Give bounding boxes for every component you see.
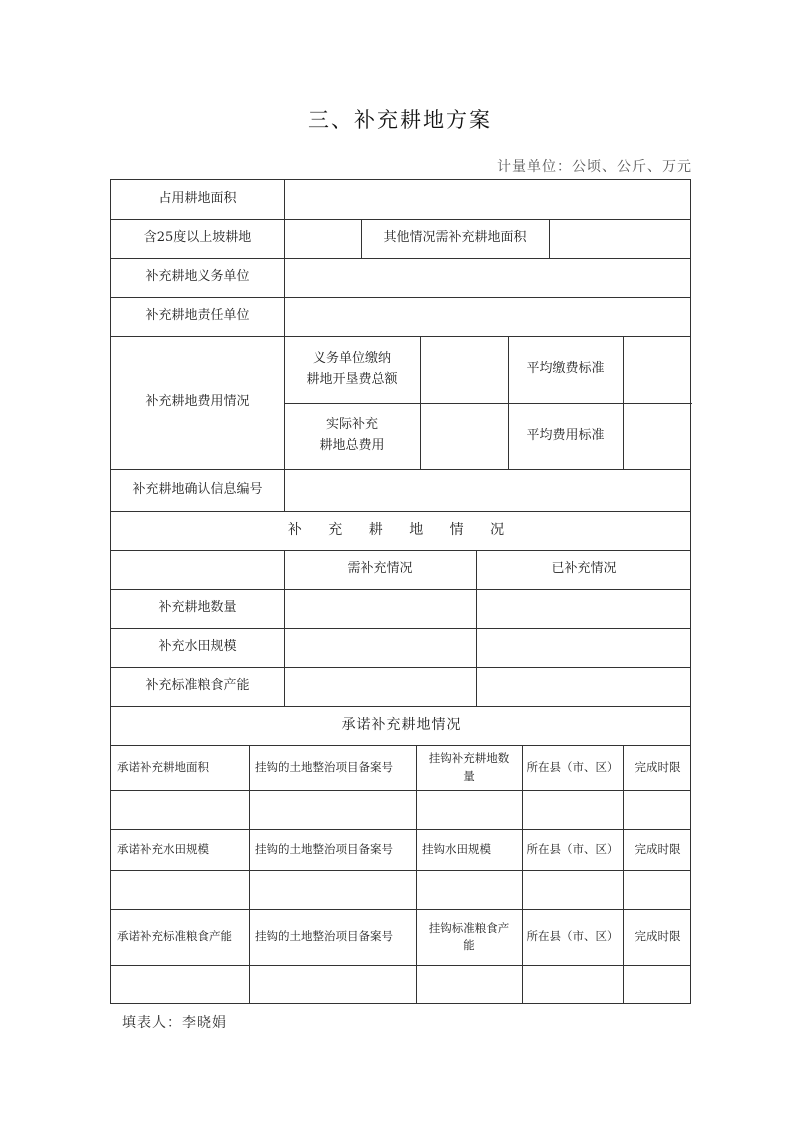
other-area-value[interactable]	[549, 219, 692, 258]
deadline-3-label: 完成时限	[634, 929, 681, 944]
confirm-no-label: 补充耕地确认信息编号	[132, 481, 263, 497]
need-header: 需补充情况	[347, 561, 413, 577]
qty-need-value[interactable]	[284, 589, 476, 628]
obligation-unit-label: 补充耕地义务单位	[145, 269, 250, 285]
qty-label: 补充耕地数量	[158, 600, 237, 616]
land-supplement-table	[110, 179, 691, 1004]
paddy-need-value[interactable]	[284, 628, 476, 667]
responsible-unit-label: 补充耕地责任单位	[145, 308, 250, 324]
hook-qty-line1: 挂钩补充耕地数	[428, 751, 510, 766]
county-3-label: 所在县（市、区）	[526, 929, 619, 944]
promise-area-entry-row[interactable]	[111, 790, 692, 829]
fee-paid-line1: 义务单位缴纳	[312, 350, 391, 366]
hook-grain-line1: 挂钩标准粮食产	[428, 920, 510, 935]
hook-grain-line2: 能	[463, 938, 475, 952]
paddy-label: 补充水田规模	[158, 639, 237, 655]
hook-qty-label	[416, 745, 522, 790]
obligation-unit-value[interactable]	[284, 258, 692, 297]
blank-header-cell	[111, 550, 284, 589]
promise-area-label: 承诺补充耕地面积	[117, 759, 209, 774]
other-area-label: 其他情况需补充耕地面积	[383, 230, 527, 246]
fee-paid-value[interactable]	[420, 336, 508, 403]
responsible-unit-value[interactable]	[284, 297, 692, 336]
promise-paddy-entry-row[interactable]	[111, 870, 692, 909]
section-promise-heading: 承诺补充耕地情况	[341, 717, 462, 734]
county-2-label: 所在县（市、区）	[526, 841, 619, 856]
project-no-2-label: 挂钩的土地整治项目备案号	[255, 841, 393, 856]
actual-cost-line2: 耕地总费用	[319, 438, 385, 453]
grain-label: 补充标准粮食产能	[145, 678, 250, 694]
hook-grain-label	[416, 909, 522, 965]
project-no-3-label: 挂钩的土地整治项目备案号	[255, 929, 393, 944]
section-supplement-heading: 补 充 耕 地 情 况	[287, 522, 516, 539]
paddy-done-value[interactable]	[476, 628, 692, 667]
actual-cost-line1: 实际补充	[325, 417, 378, 433]
unit-note: 计量单位：公顷、公斤、万元	[497, 159, 692, 175]
actual-cost-label	[284, 403, 420, 469]
deadline-1-label: 完成时限	[634, 759, 681, 774]
promise-paddy-label: 承诺补充水田规模	[117, 841, 209, 856]
occupied-area-label: 占用耕地面积	[158, 191, 237, 207]
avg-paid-std-label: 平均缴费标准	[526, 361, 605, 377]
hook-qty-line2: 量	[463, 768, 475, 783]
actual-cost-value[interactable]	[420, 403, 508, 469]
avg-paid-std-value[interactable]	[623, 336, 692, 403]
hook-paddy-label: 挂钩水田规模	[422, 841, 491, 856]
qty-done-value[interactable]	[476, 589, 692, 628]
grain-need-value[interactable]	[284, 667, 476, 706]
page-title: 三、补充耕地方案	[308, 108, 492, 132]
promise-grain-entry-row[interactable]	[111, 965, 692, 1004]
slope-25-value[interactable]	[284, 219, 361, 258]
promise-grain-label: 承诺补充标准粮食产能	[117, 929, 232, 944]
fee-paid-label	[284, 336, 420, 403]
confirm-no-value[interactable]	[284, 469, 692, 511]
grain-done-value[interactable]	[476, 667, 692, 706]
fee-situation-label: 补充耕地费用情况	[145, 394, 250, 410]
project-no-1-label: 挂钩的土地整治项目备案号	[255, 759, 393, 774]
avg-cost-std-value[interactable]	[623, 403, 692, 469]
filler-signature: 填表人：李晓娟	[122, 1015, 227, 1031]
done-header: 已补充情况	[551, 561, 617, 577]
fee-paid-line2: 耕地开垦费总额	[306, 371, 398, 387]
occupied-area-value[interactable]	[284, 180, 692, 219]
slope-25-label: 含25度以上坡耕地	[143, 230, 252, 246]
deadline-2-label: 完成时限	[634, 841, 681, 856]
county-1-label: 所在县（市、区）	[526, 759, 619, 774]
avg-cost-std-label: 平均费用标准	[526, 427, 605, 443]
